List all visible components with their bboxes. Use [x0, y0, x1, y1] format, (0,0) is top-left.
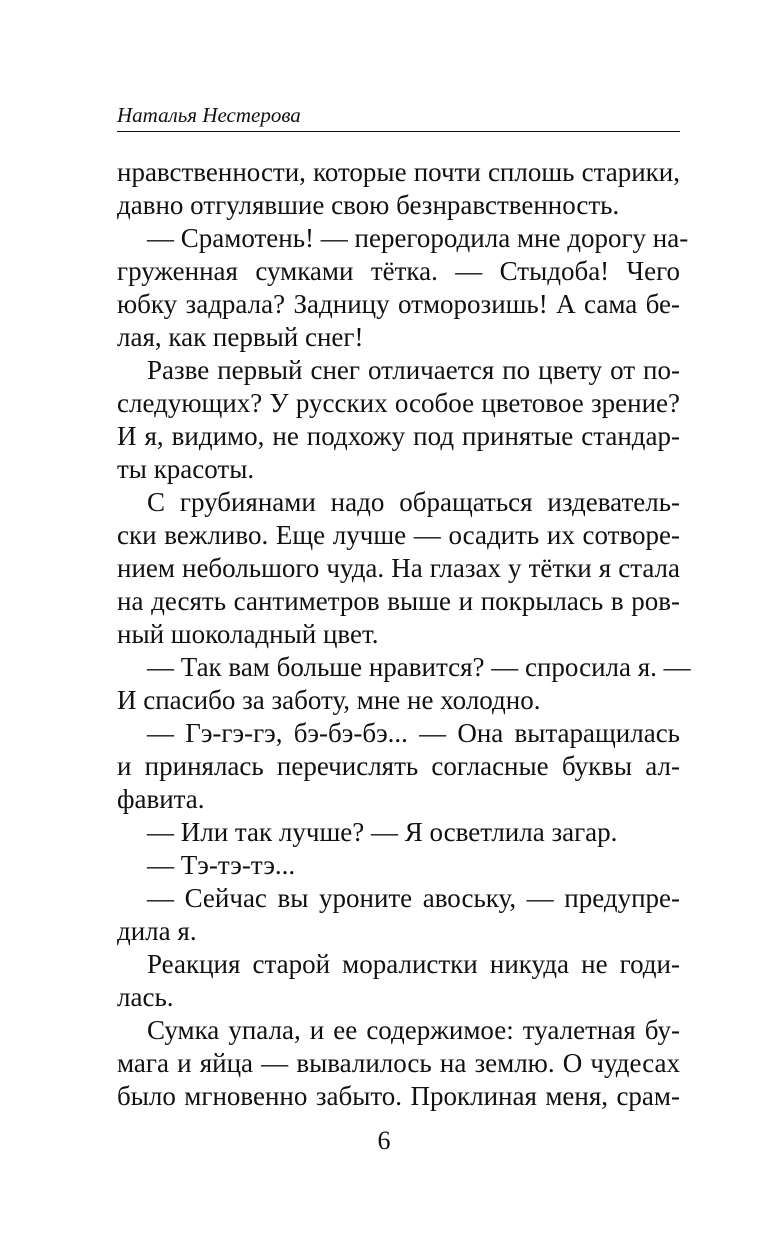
- text-line: мага и яйца — вывалилось на землю. О чудесах: [117, 1048, 680, 1078]
- text-line: дила я.: [117, 916, 197, 946]
- text-line: юбку задрала? Задницу отморозишь! А сама бе-: [117, 289, 680, 319]
- text-line: Разве первый снег отличается по цвету от по-: [147, 355, 680, 385]
- text-line: ный шоколадный цвет.: [117, 619, 379, 649]
- text-line: С грубиянами надо обращаться издеватель-: [147, 487, 680, 517]
- text-line: груженная сумками тётка. — Стыдоба! Чего: [117, 256, 680, 286]
- text-line: — Или так лучше? — Я осветлила загар.: [147, 817, 618, 847]
- text-line: — Сейчас вы уроните авоську, — предупре-: [147, 883, 680, 913]
- text-line: — Тэ-тэ-тэ...: [147, 850, 296, 880]
- text-line: И я, видимо, не подхожу под принятые стандар-: [117, 421, 680, 451]
- text-line: фавита.: [117, 784, 205, 814]
- text-line: нием небольшого чуда. На глазах у тётки я стала: [117, 553, 680, 583]
- text-line: лая, как первый снег!: [117, 322, 364, 352]
- page-number: 6: [377, 1126, 391, 1155]
- text-line: нравственности, которые почти сплошь старики,: [117, 157, 680, 187]
- text-line: лась.: [117, 982, 174, 1012]
- text-line: на десять сантиметров выше и покрылась в ров-: [117, 586, 680, 616]
- text-line: и принялась перечислять согласные буквы ал-: [117, 751, 680, 781]
- text-line: Реакция старой моралистки никуда не годи-: [147, 949, 680, 979]
- text-line: — Срамотень! — перегородила мне дорогу на-: [147, 223, 689, 253]
- text-line: ты красоты.: [117, 454, 255, 484]
- text-line: было мгновенно забыто. Проклиная меня, срам-: [117, 1081, 680, 1111]
- text-line: давно отгулявшие свою безнравственность.: [117, 190, 620, 220]
- running-head: Наталья Нестерова: [117, 103, 301, 127]
- text-line: следующих? У русских особое цветовое зрение?: [117, 388, 680, 418]
- text-line: И спасибо за заботу, мне не холодно.: [117, 685, 541, 715]
- text-line: ски вежливо. Еще лучше — осадить их сотворе-: [117, 520, 680, 550]
- text-line: Сумка упала, и ее содержимое: туалетная бу-: [147, 1015, 680, 1045]
- text-line: — Гэ-гэ-гэ, бэ-бэ-бэ... — Она вытаращилась: [147, 718, 680, 748]
- header-rule: [117, 131, 680, 132]
- text-line: — Так вам больше нравится? — спросила я. —: [147, 652, 691, 682]
